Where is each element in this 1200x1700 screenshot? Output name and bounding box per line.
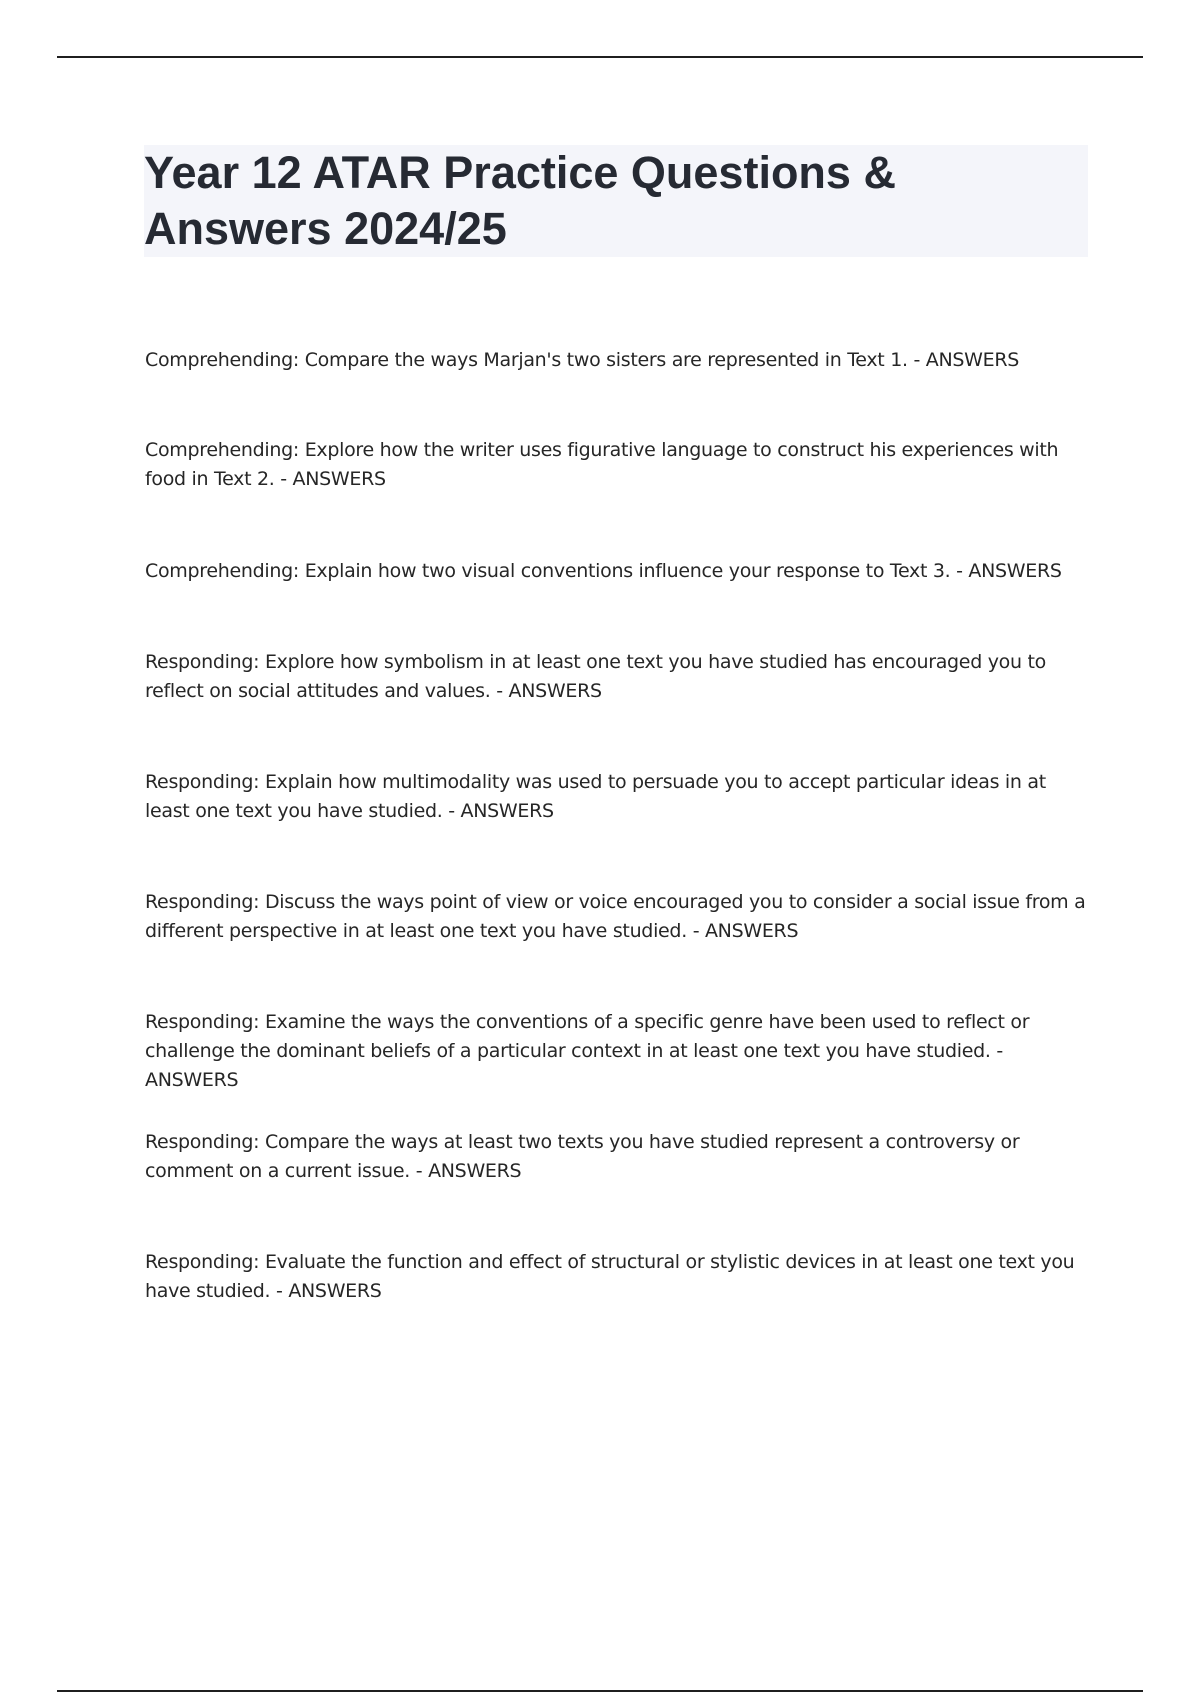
page-title: Year 12 ATAR Practice Questions & Answers 2024/25 bbox=[144, 147, 896, 254]
question-item bbox=[145, 436, 1090, 494]
question-item bbox=[145, 557, 1090, 586]
header-divider bbox=[57, 56, 1143, 58]
title-banner bbox=[144, 145, 1088, 257]
answer-marker: - ANSWERS bbox=[415, 1160, 522, 1182]
question-item bbox=[145, 1128, 1090, 1186]
answer-marker: - ANSWERS bbox=[280, 468, 386, 490]
question-item bbox=[145, 1008, 1090, 1095]
question-item bbox=[145, 1248, 1090, 1306]
question-item bbox=[145, 648, 1090, 706]
question-text: Comprehending: Explain how two visual conventions influence your response to Text 3. bbox=[145, 560, 951, 582]
question-item bbox=[145, 346, 1090, 375]
answer-marker: - ANSWERS bbox=[692, 920, 799, 942]
answer-marker: - ANSWERS bbox=[956, 560, 1062, 582]
question-text: Comprehending: Compare the ways Marjan's two sisters are represented in Text 1. bbox=[145, 349, 908, 371]
question-text: Responding: Explore how symbolism in at least one text you have studied has encouraged you to reflect on social attitudes and values. bbox=[145, 651, 1046, 702]
question-text: Responding: Explain how multimodality was used to persuade you to accept particular ideas in at least one text you have studied. bbox=[145, 771, 1046, 822]
question-text: Responding: Discuss the ways point of view or voice encouraged you to consider a social issue from a different perspective in at least one text you have studied. bbox=[145, 891, 1086, 942]
answer-marker: - ANSWERS bbox=[913, 349, 1020, 371]
footer-divider bbox=[57, 1690, 1143, 1692]
question-text: Comprehending: Explore how the writer uses figurative language to construct his experiences with food in Text 2. bbox=[145, 439, 1059, 490]
question-text: Responding: Compare the ways at least two texts you have studied represent a controversy or comment on a current issue. bbox=[145, 1131, 1020, 1182]
question-text: Responding: Examine the ways the conventions of a specific genre have been used to reflect or challenge the dominant beliefs of a particular context in at least one text you have studied. bbox=[145, 1011, 1030, 1062]
question-item bbox=[145, 768, 1090, 826]
answer-marker: - ANSWERS bbox=[145, 1040, 1003, 1091]
question-text: Responding: Evaluate the function and effect of structural or stylistic devices in at least one text you have studied. bbox=[145, 1251, 1075, 1302]
answer-marker: - ANSWERS bbox=[448, 800, 554, 822]
answer-marker: - ANSWERS bbox=[496, 680, 602, 702]
answer-marker: - ANSWERS bbox=[276, 1280, 382, 1302]
question-item bbox=[145, 888, 1090, 946]
